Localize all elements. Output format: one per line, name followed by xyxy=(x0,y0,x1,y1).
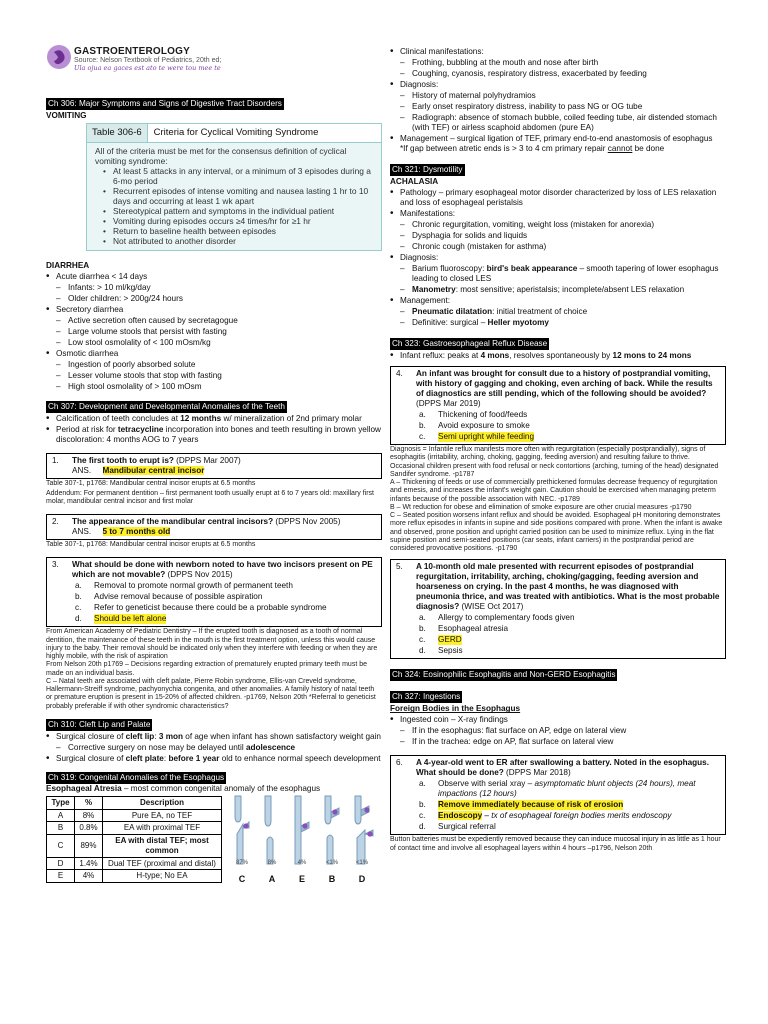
question-box-5 xyxy=(390,559,726,659)
text: Pneumatic dilatation xyxy=(412,307,493,316)
text: before 1 year xyxy=(168,753,220,763)
chapter-heading-327: Ch 327: Ingestions xyxy=(392,692,461,702)
option xyxy=(416,800,722,810)
option-letter: b. xyxy=(419,421,426,430)
explanation-note: From American Academy of Pediatric Dentistry – If the erupted tooth is diagnosed as a tooth of normal dentition, the maintenance of these teeth in the mouth is the first treatment option, unless this would cause injury to the baby. Their removal should be indicated only when they interfere with feeding or when they are highly mobile, with the risk of aspiration From Nelson 20th p1769 – Decisions regarding extraction of prematurely erupted primary teeth must be made on an individual basis. C – Natal teeth are associated with cleft palate, Pierre Robin syndrome, Ellis-van Creveld syndrome, Hallermann-Streiff syndrome, pachyonychia congenita, and other anomalies. A family history of natal teeth or premature eruption is present in 15-20% of affected children. -p1769, Nelson 20th *Referral to geneticist probably preferable if with other syndromic characteristics? xyxy=(46,628,378,710)
text: Barium fluoroscopy: xyxy=(412,264,487,273)
tef-list xyxy=(390,47,726,154)
answer-text: Mandibular central incisor xyxy=(102,466,205,476)
text: tetracycline xyxy=(117,425,164,435)
table-cell: H-type; No EA xyxy=(103,870,222,883)
text: – smooth tapering of lower esophagus leading to closed LES xyxy=(412,264,719,283)
table-row xyxy=(47,822,222,835)
table-header xyxy=(87,124,381,143)
list-item xyxy=(46,754,382,764)
option-text-correct: GERD xyxy=(438,635,462,645)
text: of age when infant has shown satisfactory weight gain xyxy=(183,731,381,741)
atresia-illustration xyxy=(227,794,382,870)
option-text: Allergy to complementary foods given xyxy=(438,613,575,623)
table-cell: Dual TEF (proximal and distal) xyxy=(103,857,222,870)
question-number: 2. xyxy=(52,517,59,527)
table-cell: D xyxy=(47,857,75,870)
text: Corrective surgery on nose may be delayed until xyxy=(68,742,246,752)
diagram-percent: <1% xyxy=(355,859,369,866)
text: , resolves spontaneously by xyxy=(509,351,613,360)
question: An infant was brought for consult due to a history of postprandial vomiting, with history of gagging and choking, even arching of back. While the results of diagnostics are still pending, which of the following should be avoided? xyxy=(416,369,713,398)
option-letter: c. xyxy=(419,635,426,645)
list-item xyxy=(46,425,382,445)
text: Period at risk for xyxy=(56,425,118,435)
option xyxy=(416,432,722,442)
question: A 10-month old male presented with recurrent episodes of postprandial regurgitation, irritability, arching, choking/gagging, feeding aversion and hoarseness on crying. In the past 4 months, he was diagnosed with pneumonia thrice, and was treated with antibiotics. What is the most probable diagnosis? xyxy=(416,562,720,612)
question-text xyxy=(416,758,722,778)
question-box-6 xyxy=(390,755,726,835)
text: Surgical closure of xyxy=(56,753,126,763)
text: 12 months xyxy=(180,414,222,424)
diagram-label: D xyxy=(358,873,366,884)
text: bird's beak appearance xyxy=(486,264,578,273)
chapter-heading-306: Ch 306: Major Symptoms and Signs of Digestive Tract Disorders xyxy=(48,99,282,108)
option-text: Refer to geneticist because there could be a probable syndrome xyxy=(94,603,327,613)
table-cell: B xyxy=(47,822,75,835)
list-item: – Low stool osmolality of < 100 mOsm/kg xyxy=(46,338,382,348)
question: A 4-year-old went to ER after swallowing a battery. Noted in the esophagus. What should be done? xyxy=(416,758,709,778)
question-number: 4. xyxy=(396,369,403,378)
question-box-4 xyxy=(390,366,726,445)
question: What should be done with newborn noted to have two incisors present on PE which are not movable? xyxy=(72,560,373,580)
criteria-item: • At least 5 attacks in any interval, or a minimum of 3 episodes during a 6-mo period xyxy=(103,166,373,186)
list-item: – Radiograph: absence of stomach bubble, coiled feeding tube, air distended stomach (with TEF) or airless scaphoid abdomen (pure EA) xyxy=(390,113,726,133)
list-item: – Lesser volume stools that stop with fasting xyxy=(46,371,382,381)
achalasia-heading: ACHALASIA xyxy=(390,177,439,186)
list-item xyxy=(390,307,726,317)
option-text: Thickening of food/feeds xyxy=(438,410,528,419)
option-text xyxy=(438,811,671,821)
option-text-correct: Semi upright while feeding xyxy=(438,432,535,441)
option-letter: b. xyxy=(75,592,82,602)
options-list xyxy=(50,581,378,624)
option xyxy=(416,613,722,623)
table-cell: EA with proximal TEF xyxy=(103,822,222,835)
option-text-correct: Remove immediately because of risk of erosion xyxy=(438,800,624,810)
text: cannot xyxy=(607,144,633,153)
option xyxy=(416,624,722,634)
table-cell: 4% xyxy=(75,870,103,883)
explanation-note: Diagnosis = Infantile reflux manifests more often with regurgitation (especially postprandially), signs of esophagitis (irritability, arching, choking, gagging, feeding aversion) and resulting failure to thrive. Occasional children present with food refusal or neck contortions (arching, turning of the head) designated Sandifer syndrome. -p1787 A – Thickening of feeds or use of commercially prethickened formulas decrease frequency of regurgitation and emesis, and increases the infant's weight gain. Caution should be exercised when managing preterm infants because of the possible association with NEC. -p1789 B – Wt reduction for obese and elimination of smoke exposure are other crucial measures -p1790 C – Seated position worsens infant reflux and should be avoided. Esophageal pH monitoring demonstrates more reflux episodes in infants in supine and side positions compared with prone. When the infant is awake and observed, prone position and upright carried position can be used to minimize reflux. Lying in the flat supine position and semi-seated positions (car seats, infant carriers) in the postprandial period are considered provocative positions. -p1790 xyxy=(390,446,723,552)
table-cell: C xyxy=(47,835,75,858)
diagram-label: E xyxy=(298,873,305,884)
text: – tx of esophageal foreign bodies merits endoscopy xyxy=(482,811,672,821)
option-letter: c. xyxy=(419,432,426,441)
question-text xyxy=(72,517,378,527)
criteria-item: • Stereotypical pattern and symptoms in the individual patient xyxy=(103,206,373,216)
list-item: – Older children: > 200g/24 hours xyxy=(46,294,382,304)
coin-list xyxy=(390,715,726,747)
text: be done xyxy=(632,144,665,153)
list-item: – If in the esophagus: flat surface on AP, edge on lateral view xyxy=(390,726,726,736)
text: – most common congenital anomaly of the esophagus xyxy=(121,783,321,793)
foreign-body-heading: Foreign Bodies in the Esophagus xyxy=(390,704,521,714)
answer-text: 5 to 7 months old xyxy=(102,527,171,537)
list-item: • Clinical manifestations: xyxy=(390,47,726,57)
question-source: (DPPS Mar 2007) xyxy=(173,456,241,466)
option-text: Advise removal because of possible aspiration xyxy=(94,592,263,602)
option xyxy=(72,581,378,591)
explanation-note: Table 307-1, p1768: Mandibular central incisor erupts at 6.5 months xyxy=(46,480,256,488)
text: : xyxy=(163,753,169,763)
list-item: – If in the trachea: edge on AP, flat surface on lateral view xyxy=(390,737,726,747)
chapter-heading-310: Ch 310: Cleft Lip and Palate xyxy=(48,719,151,729)
table-cell: 0.8% xyxy=(75,822,103,835)
option xyxy=(416,421,722,431)
list-item: • Manifestations: xyxy=(390,209,726,219)
list-item: – High stool osmolality of > 100 mOsm xyxy=(46,382,382,392)
table-number: Table 306-6 xyxy=(87,124,148,142)
table-row xyxy=(47,857,222,870)
criteria-item: • Vomiting during episodes occurs ≥4 times/hr for ≥1 hr xyxy=(103,216,373,226)
option xyxy=(72,592,378,602)
option-text xyxy=(438,779,722,799)
option-letter: c. xyxy=(419,811,426,821)
option xyxy=(72,603,378,613)
gerd-list xyxy=(390,351,726,361)
text: Management – surgical ligation of TEF, primary end-to-end anastomosis of esophagus xyxy=(400,134,713,143)
option-letter: a. xyxy=(419,410,426,419)
table-intro: All of the criteria must be met for the consensus definition of cyclical vomiting syndrome: xyxy=(95,145,347,166)
question: The appearance of the mandibular central incisors? xyxy=(72,517,274,527)
option-text: Sepsis xyxy=(438,646,463,656)
text: cleft lip xyxy=(125,731,155,741)
vomiting-heading: VOMITING xyxy=(46,111,87,120)
question-text xyxy=(72,456,378,466)
text: Observe with serial xray – xyxy=(438,779,535,789)
list-item: • Secretory diarrhea xyxy=(46,305,382,315)
atresia-table xyxy=(46,796,222,883)
diagram-percent: 87% xyxy=(235,859,248,866)
question-box-2 xyxy=(46,514,382,540)
option-text: Removal to promote normal growth of permanent teeth xyxy=(94,581,293,591)
table-cell: 1.4% xyxy=(75,857,103,870)
options-list xyxy=(394,779,722,832)
diarrhea-heading: DIARRHEA xyxy=(46,261,90,271)
question-number: 1. xyxy=(52,456,59,466)
page-tagline: Ula ojua ea gaces est ato te were tou mee te xyxy=(74,64,221,72)
table-cell: EA with distal TEF; most common xyxy=(103,835,222,858)
text: w/ mineralization of 2nd primary molar xyxy=(221,414,362,424)
text: Surgical closure of xyxy=(56,731,126,741)
page-source: Source: Nelson Textbook of Pediatrics, 20th ed; xyxy=(74,57,222,64)
page-header xyxy=(46,44,376,84)
question-text xyxy=(416,562,722,612)
option xyxy=(416,646,722,656)
list-item: – Infants: > 10 ml/kg/day xyxy=(46,283,382,293)
text: Heller myotomy xyxy=(487,318,549,327)
list-item: – Dysphagia for solids and liquids xyxy=(390,231,726,241)
question-source: (WISE Oct 2017) xyxy=(459,602,524,612)
list-item: • Acute diarrhea < 14 days xyxy=(46,272,382,282)
text: 4 mons xyxy=(480,351,510,360)
question-number: 3. xyxy=(52,560,59,570)
atresia-diagrams xyxy=(227,794,382,894)
list-item xyxy=(46,414,382,424)
text: Infant reflux: peaks at xyxy=(400,351,481,360)
text: cleft plate xyxy=(125,753,164,763)
list-item: – Coughing, cyanosis, respiratory distress, exacerbated by feeding xyxy=(390,69,726,79)
table-cell: 8% xyxy=(75,809,103,822)
question-source: (DPPS Nov 2015) xyxy=(165,570,233,580)
text: asymptomatic blunt objects (24 hours), meat impactions (12 hours) xyxy=(438,779,696,799)
option-letter: a. xyxy=(419,779,426,789)
option xyxy=(416,822,722,832)
question: The first tooth to erupt is? xyxy=(72,456,174,466)
cleft-list xyxy=(46,732,382,764)
text: : xyxy=(154,731,159,741)
chapter-heading-324: Ch 324: Eosinophilic Esophagitis and Non-GERD Esophagitis xyxy=(392,670,616,680)
option xyxy=(416,635,722,645)
diarrhea-list xyxy=(46,272,382,392)
chapter-heading-321: Ch 321: Dysmotility xyxy=(392,165,463,174)
answer-label: ANS. xyxy=(72,527,92,537)
question-source: (DPPS Mar 2018) xyxy=(503,768,571,778)
list-item: – Large volume stools that persist with fasting xyxy=(46,327,382,337)
diagram-percent: 8% xyxy=(267,859,277,866)
table-cell: Pure EA, no TEF xyxy=(103,809,222,822)
text: old to enhance normal speech development xyxy=(219,753,381,763)
option xyxy=(72,614,378,624)
list-item: • Management: xyxy=(390,296,726,306)
list-item xyxy=(390,285,726,295)
option-letter: a. xyxy=(75,581,82,591)
column-header: % xyxy=(75,796,103,809)
table-row xyxy=(47,809,222,822)
option-text: Esophageal atresia xyxy=(438,624,509,634)
criteria-item: • Not attributed to another disorder xyxy=(103,236,373,246)
list-item xyxy=(46,732,382,742)
table-cell: 89% xyxy=(75,835,103,858)
option-letter: a. xyxy=(419,613,426,623)
teeth-list xyxy=(46,414,382,445)
text: Calcification of teeth concludes at xyxy=(56,414,181,424)
option-letter: b. xyxy=(419,800,426,810)
options-list xyxy=(394,613,722,656)
table-row xyxy=(47,835,222,858)
table-cell: E xyxy=(47,870,75,883)
criteria-item: • Return to baseline health between episodes xyxy=(103,226,373,236)
achalasia-list xyxy=(390,188,726,328)
option-letter: d. xyxy=(419,646,426,656)
list-item xyxy=(390,264,726,284)
list-item: – Active secretion often caused by secretagogue xyxy=(46,316,382,326)
explanation-note: Addendum: For permanent dentition – first permanent tooth usually erupt at 6 to 7 years old: maxillary first molar, mandibular central incisor and first molar xyxy=(46,489,374,505)
list-item xyxy=(46,743,382,753)
question-source: (DPPS Mar 2019) xyxy=(416,399,481,408)
option-text: Surgical referral xyxy=(438,822,496,832)
table-body xyxy=(87,143,381,251)
text: adolescence xyxy=(245,742,296,752)
atresia-block xyxy=(46,794,382,894)
text: : most sensitive; aperistalsis; incomplete/absent LES relaxation xyxy=(455,285,685,294)
option-letter: d. xyxy=(75,614,82,624)
column-header: Description xyxy=(103,796,222,809)
options-list xyxy=(394,410,722,442)
chapter-heading-319: Ch 319: Congenital Anomalies of the Esophagus xyxy=(48,772,225,782)
question-text xyxy=(72,560,378,580)
answer-label: ANS. xyxy=(72,466,92,476)
table-header-row xyxy=(47,796,222,809)
text: Esophageal Atresia xyxy=(46,783,122,793)
option-text: Avoid exposure to smoke xyxy=(438,421,530,430)
table-title: Criteria for Cyclical Vomiting Syndrome xyxy=(153,127,319,138)
answer-row xyxy=(50,466,378,476)
option-letter: b. xyxy=(419,624,426,634)
question-box-3 xyxy=(46,557,382,627)
question-number: 5. xyxy=(396,562,403,572)
chapter-heading-307: Ch 307: Development and Developmental Anomalies of the Teeth xyxy=(48,402,285,412)
text: 3 mon xyxy=(158,731,183,741)
list-item: – Frothing, bubbling at the mouth and nose after birth xyxy=(390,58,726,68)
list-item xyxy=(390,134,726,154)
list-item: – Early onset respiratory distress, inability to pass NG or OG tube xyxy=(390,102,726,112)
list-item: – Ingestion of poorly absorbed solute xyxy=(46,360,382,370)
text: Manometry xyxy=(412,285,456,294)
list-item xyxy=(390,351,726,361)
column-header: Type xyxy=(47,796,75,809)
text: : initial treatment of choice xyxy=(492,307,588,316)
list-item xyxy=(390,318,726,328)
text: Endoscopy xyxy=(438,811,483,821)
criteria-list xyxy=(95,166,373,247)
text: *If gap between atretic ends is > 3 to 4 cm primary repair xyxy=(400,144,608,153)
list-item: • Osmotic diarrhea xyxy=(46,349,382,359)
stomach-logo-icon xyxy=(46,44,72,70)
option xyxy=(416,410,722,420)
list-item: • Diagnosis: xyxy=(390,80,726,90)
option-text-correct: Should be left alone xyxy=(94,614,167,624)
criteria-item: • Recurrent episodes of intense vomiting and nausea lasting 1 hr to 10 days and occurring at least 1 wk apart xyxy=(103,186,373,206)
option xyxy=(416,811,722,821)
explanation-note: Button batteries must be expediently removed because they can induce mucosal injury in as little as 1 hour of contact time and involve all esophageal layers within 4 hours –p1796, Nelson 20th xyxy=(390,836,721,852)
text: 12 mons to 24 mons xyxy=(612,351,692,360)
table-cell: A xyxy=(47,809,75,822)
option xyxy=(416,779,722,799)
diagram-percent: <1% xyxy=(325,859,339,866)
list-item: – Chronic cough (mistaken for asthma) xyxy=(390,242,726,252)
option-letter: c. xyxy=(75,603,82,613)
diagram-label: B xyxy=(328,873,336,884)
cyclical-vomiting-table xyxy=(86,123,382,251)
explanation-note: Table 307-1, p1768: Mandibular central incisor erupts at 6.5 months xyxy=(46,541,256,549)
right-column xyxy=(390,46,726,853)
list-item: • Diagnosis: xyxy=(390,253,726,263)
list-item: • Pathology – primary esophageal motor disorder characterized by loss of LES relaxation and loss of esophageal peristalsis xyxy=(390,188,726,208)
atresia-subheading xyxy=(46,784,382,794)
text: Definitive: surgical – xyxy=(412,318,488,327)
question-box-1 xyxy=(46,453,382,479)
table-row xyxy=(47,870,222,883)
question-text xyxy=(416,369,722,409)
left-column xyxy=(46,98,382,894)
list-item: – History of maternal polyhydramios xyxy=(390,91,726,101)
list-item: • Ingested coin – X-ray findings xyxy=(390,715,726,725)
diagram-label: C xyxy=(238,873,246,884)
chapter-heading-323: Ch 323: Gastroesophageal Reflux Disease xyxy=(392,339,548,348)
diagram-percent: 4% xyxy=(297,859,307,866)
page-title: GASTROENTEROLOGY xyxy=(74,46,190,57)
question-source: (DPPS Nov 2005) xyxy=(273,517,341,527)
diagram-label: A xyxy=(268,873,276,884)
answer-row xyxy=(50,527,378,537)
text: incorporation into bones and teeth resulting in brown yellow discoloration: 4 months AOG to 7 years xyxy=(56,425,381,445)
option-letter: d. xyxy=(419,822,426,832)
question-number: 6. xyxy=(396,758,403,768)
list-item: – Chronic regurgitation, vomiting, weight loss (mistaken for anorexia) xyxy=(390,220,726,230)
